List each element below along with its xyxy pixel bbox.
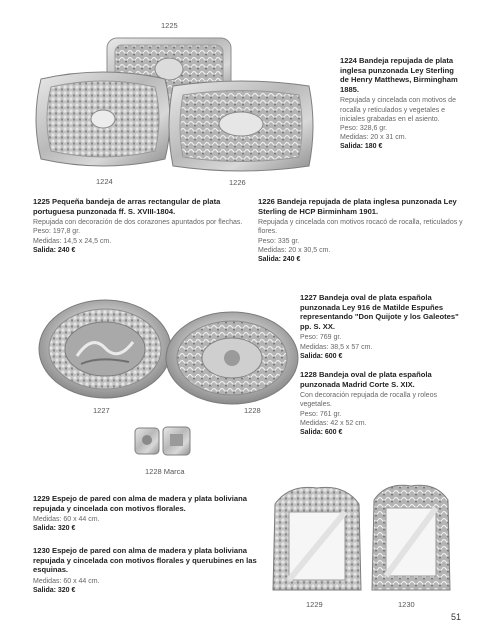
lot-1227-price: Salida: 600 € [300, 352, 343, 360]
lot-1226-size: Medidas: 20 x 30,5 cm. [258, 246, 331, 254]
oval-tray-1228-image [164, 310, 300, 406]
lot-1229-title: 1229 Espejo de pared con alma de madera y plata boliviana repujada y cincelada con motivos florales. [33, 494, 247, 513]
caption-1225: 1225 [161, 21, 178, 30]
lot-1226-weight: Peso: 335 gr. [258, 237, 300, 245]
lot-1226-description: Repujada y cincelada con motivos rocacó de rocalla, reticulados y flores. [258, 219, 463, 236]
caption-1230: 1230 [398, 600, 415, 609]
lot-1227-title: 1227 Bandeja oval de plata española punzonada Ley 916 de Matilde Espuñes representando "Don Quijote y los Galeotes" pp. S. XX. [300, 293, 459, 331]
oval-tray-1227-image [37, 298, 173, 400]
lot-1228 [300, 370, 465, 437]
page-number: 51 [451, 612, 462, 622]
hallmark-1228-image [134, 424, 192, 458]
caption-1226: 1226 [229, 178, 246, 187]
lot-1224 [340, 56, 460, 152]
tray-1224-image [33, 67, 173, 171]
caption-1228-marca: 1228 Marca [145, 467, 185, 476]
lot-1228-description: Con decoración repujada de rocalla y roleos vegetales. [300, 392, 437, 409]
lot-1224-price: Salida: 180 € [340, 143, 383, 151]
tray-1226-image [165, 78, 317, 174]
lot-1230-price: Salida: 320 € [33, 586, 76, 594]
caption-1228: 1228 [244, 406, 261, 415]
lot-1225-size: Medidas: 14,5 x 24,5 cm. [33, 237, 112, 245]
lot-1226-price: Salida: 240 € [258, 256, 301, 263]
lot-1225-title: 1225 Pequeña bandeja de arras rectangular de plata portuguesa punzonada ff. S. XVIII-1804. [33, 197, 221, 216]
caption-1224: 1224 [96, 177, 113, 186]
caption-1227: 1227 [93, 406, 110, 415]
lot-1229 [33, 494, 258, 534]
lot-1227-weight: Peso: 769 gr. [300, 334, 342, 342]
mirror-1230-image [370, 482, 452, 596]
lot-1229-size: Medidas: 60 x 44 cm. [33, 516, 100, 524]
caption-1229: 1229 [306, 600, 323, 609]
lot-1224-size: Medidas: 20 x 31 cm. [340, 134, 407, 142]
lot-1224-weight: Peso: 328,6 gr. [340, 124, 388, 132]
lot-1229-price: Salida: 320 € [33, 525, 76, 533]
lot-1230-size: Medidas: 60 x 44 cm. [33, 577, 100, 585]
lot-1228-weight: Peso: 761 gr. [300, 410, 342, 418]
lot-1225-weight: Peso: 197,8 gr. [33, 228, 81, 236]
lot-1224-title: 1224 Bandeja repujada de plata inglesa punzonada Ley Sterling de Henry Matthews, Birmingham 1885. [340, 56, 458, 94]
lot-1228-title: 1228 Bandeja oval de plata española punzonada Madrid Corte S. XIX. [300, 370, 432, 389]
lot-1230-title: 1230 Espejo de pared con alma de madera y plata boliviana repujada y cincelada con motivos florales y querubines en las esquinas. [33, 546, 257, 575]
lot-1225-description: Repujada con decoración de dos corazones apuntados por flechas. [33, 219, 243, 227]
lot-1228-size: Medidas: 42 x 52 cm. [300, 419, 367, 427]
lot-1227-size: Medidas: 38,5 x 57 cm. [300, 343, 373, 351]
lot-1225 [33, 197, 243, 255]
lot-1227 [300, 293, 465, 361]
lot-1230 [33, 546, 258, 595]
lot-1226-title: 1226 Bandeja repujada de plata inglesa punzonada Ley Sterling de HCP Birminham 1901. [258, 197, 457, 216]
mirror-1229-image [269, 482, 365, 596]
lot-1224-description: Repujada y cincelada con motivos de rocalla y reticulados y vegetales e iniciales grabadas en el asiento. [340, 97, 456, 123]
lot-1226 [258, 197, 463, 264]
lot-1225-price: Salida: 240 € [33, 246, 76, 254]
lot-1228-price: Salida: 600 € [300, 429, 343, 436]
